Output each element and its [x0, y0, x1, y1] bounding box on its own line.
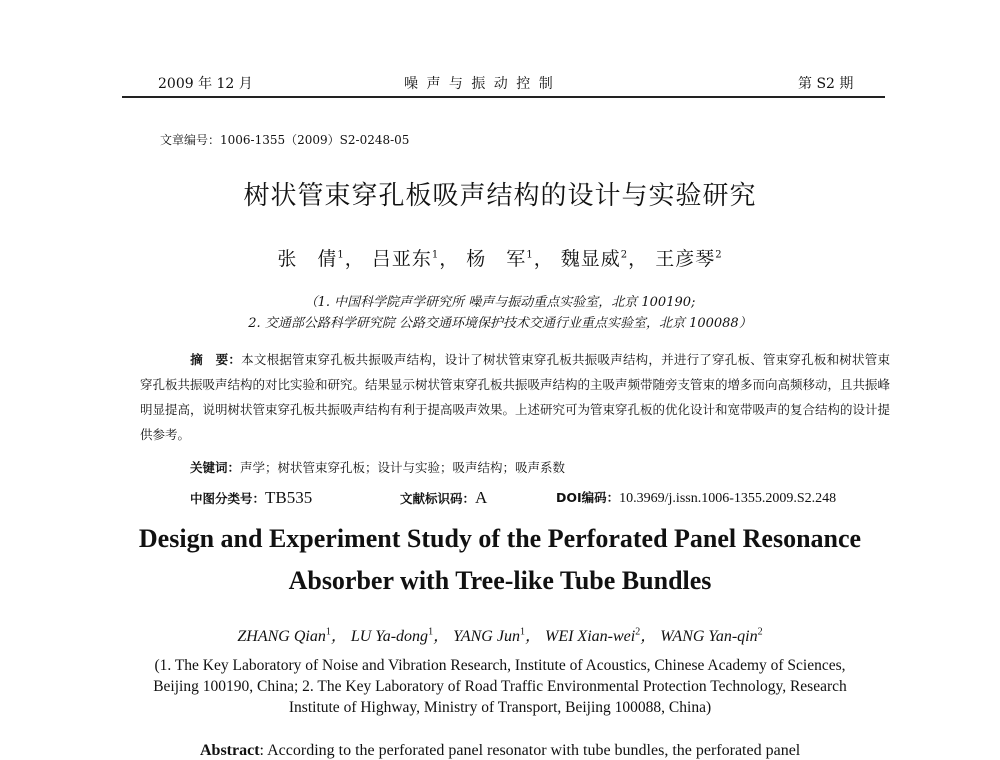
author-en-sup: 2 — [635, 626, 641, 638]
title-en-line-1: Design and Experiment Study of the Perforated Panel Resonance — [138, 524, 862, 553]
author-en-sup: 2 — [757, 626, 763, 638]
keywords-text: 声学；树状管束穿孔板；设计与实验；吸声结构；吸声系数 — [240, 460, 566, 475]
keywords-label: 关键词： — [190, 460, 241, 475]
classification-value: TB535 — [265, 488, 313, 507]
document-code — [400, 488, 487, 508]
article-number: 文章编号：1006-1355（2009）S2-0248-05 — [160, 133, 410, 147]
author-separator: ， — [439, 248, 460, 270]
document-code-label: 文献标识码： — [400, 491, 476, 506]
authors-en — [0, 623, 1000, 646]
author-en-name: ZHANG Qian — [237, 628, 326, 645]
author-en-sup: 1 — [428, 626, 434, 638]
author-separator: ， — [524, 628, 541, 645]
author-cn-sup: 1 — [431, 249, 440, 261]
author-cn-name: 魏显威 — [560, 248, 621, 270]
abstract-en-text: : According to the perforated panel resonator with tube bundles, the perforated panel — [259, 742, 801, 759]
doi — [556, 488, 836, 507]
doi-value: 10.3969/j.issn.1006-1355.2009.S2.248 — [619, 491, 837, 506]
header-rule — [122, 96, 885, 98]
abstract-cn-text: 本文根据管束穿孔板共振吸声结构，设计了树状管束穿孔板共振吸声结构，并进行了穿孔板、管束穿孔板和树状管束穿孔板共振吸声结构的对比实验和研究。结果显示树状管束穿孔板共振吸声结构的主吸声频带随旁支管束的增多而向高频移动，且共振峰明显提高，说明树状管束穿孔板共振吸声结构有利于提高吸声效果。上述研究可为管束穿孔板的优化设计和宽带吸声的复合结构的设计提供参考。 — [140, 352, 891, 442]
author-cn-sup: 1 — [526, 249, 534, 261]
affiliation-cn-1: （1. 中国科学院声学研究所 噪声与振动重点实验室，北京 100190; — [304, 295, 696, 310]
abstract-en — [200, 742, 800, 760]
header-journal: 噪 声 与 振 动 控 制 — [404, 76, 555, 92]
abstract-cn — [140, 347, 890, 447]
author-separator: ， — [344, 248, 365, 270]
authors-cn — [0, 244, 1000, 271]
author-cn-sup: 2 — [620, 249, 629, 261]
title-cn: 树状管束穿孔板吸声结构的设计与实验研究 — [243, 181, 757, 211]
header-issue: 第 S2 期 — [798, 76, 854, 92]
author-cn-name: 杨 军 — [466, 248, 527, 270]
author-en-sup: 1 — [325, 626, 331, 638]
author-en-name: YANG Jun — [453, 628, 520, 645]
doi-label: DOI编码： — [556, 490, 620, 505]
author-separator: ， — [640, 628, 657, 645]
author-cn-name: 张 倩 — [277, 248, 338, 270]
affiliation-cn-2: 2. 交通部公路科学研究院 公路交通环境保护技术交通行业重点实验室，北京 100088） — [248, 316, 752, 331]
author-en-name: LU Ya-dong — [350, 628, 429, 645]
author-en-name: WANG Yan-qin — [660, 628, 758, 645]
author-cn-sup: 1 — [337, 249, 345, 261]
affiliation-en: (1. The Key Laboratory of Noise and Vibration Research, Institute of Acoustics, Chinese Academy of Sciences, Beijing 100190, China; 2. The Key Laboratory of Road Traffic Environmental Protection Technology, Research Institute of Highway, Ministry of Transport, Beijing 100088, China) — [153, 657, 847, 716]
author-cn-name: 王彦琴 — [655, 248, 716, 270]
author-separator: ， — [628, 248, 649, 270]
keywords-cn — [190, 458, 565, 476]
author-cn-name: 吕亚东 — [371, 248, 432, 270]
abstract-cn-label: 摘 要： — [190, 352, 242, 367]
abstract-en-label: Abstract — [200, 742, 260, 759]
header-date: 2009 年 12 月 — [158, 76, 253, 92]
author-separator: ， — [433, 628, 450, 645]
author-separator: ， — [330, 628, 347, 645]
author-cn-sup: 2 — [715, 249, 723, 261]
author-en-sup: 1 — [519, 626, 525, 638]
document-code-value: A — [475, 488, 488, 507]
title-en-line-2: Absorber with Tree-like Tube Bundles — [288, 566, 712, 595]
classification — [190, 488, 312, 508]
author-en-name: WEI Xian-wei — [544, 628, 636, 645]
author-separator: ， — [533, 248, 554, 270]
classification-label: 中图分类号： — [190, 491, 266, 506]
